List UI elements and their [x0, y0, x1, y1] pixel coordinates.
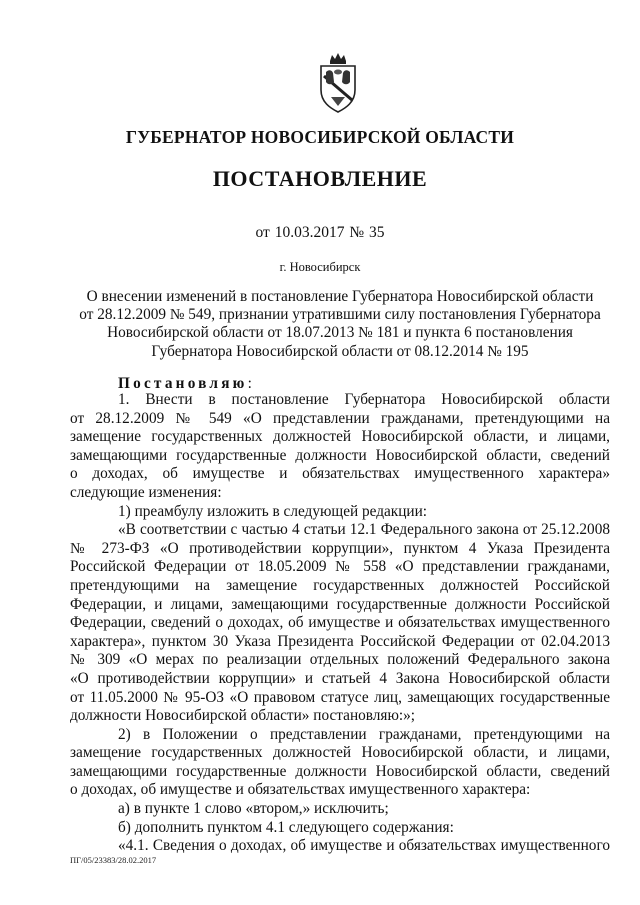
body-line: «О противодействии коррупции» и статьей 4 Закона Новосибирской области — [70, 669, 610, 687]
body-line: б) дополнить пунктом 4.1 следующего содержания: — [118, 818, 454, 836]
body-line: № 273-ФЗ «О противодействии коррупции», пунктом 4 Указа Президента — [70, 539, 610, 557]
document-footer-code: ПГ/05/23383/28.02.2017 — [70, 855, 157, 865]
decree-heading-word: Постановляю — [118, 375, 248, 392]
body-line: «В соответствии с частью 4 статьи 12.1 Федерального закона от 25.12.2008 — [118, 521, 610, 539]
body-line: должности Новосибирской области» постановляю:»; — [70, 707, 416, 725]
body-line: Российской Федерации от 18.05.2009 № 558 «О представлении гражданами, — [70, 558, 610, 576]
organization-title: ГУБЕРНАТОР НОВОСИБИРСКОЙ ОБЛАСТИ — [125, 127, 515, 147]
body-line: замещение государственных должностей Новосибирской области, и лицами, — [70, 428, 610, 446]
subject-line: от 28.12.2009 № 549, признании утратившими силу постановления Губернатора — [79, 306, 601, 324]
body-line: 2) в Положении о представлении гражданами, претендующими на — [118, 725, 610, 743]
body-line: Федерации, сведений о доходах, об имуществе и обязательствах имущественного — [70, 614, 610, 632]
decree-heading-colon: : — [247, 375, 252, 392]
body-line: следующие изменения: — [70, 483, 222, 501]
body-line: претендующими на замещение государственных должностей Российской — [70, 576, 610, 594]
body-line: 1. Внести в постановление Губернатора Новосибирской области — [118, 391, 610, 408]
body-line: характера», пунктом 30 Указа Президента Российской Федерации от 02.04.2013 — [70, 632, 610, 650]
body-line: замещающими государственные должности Новосибирской области, сведений — [70, 762, 610, 780]
body-line: «4.1. Сведения о доходах, об имуществе и обязательствах имущественного — [118, 837, 610, 855]
body-line: 1) преамбулу изложить в следующей редакции: — [118, 502, 428, 520]
body-line: Федерации, и лицами, замещающими государственные должности Российской — [70, 595, 610, 613]
body-line: замещающими государственные должности Новосибирской области, сведений — [70, 446, 610, 464]
body-line: а) в пункте 1 слово «втором,» исключить; — [118, 800, 389, 818]
document-type: ПОСТАНОВЛЕНИЕ — [212, 166, 428, 191]
coat-of-arms-icon — [315, 52, 361, 114]
document-city: г. Новосибирск — [279, 260, 361, 274]
document-body — [70, 391, 610, 856]
document-date: от 10.03.2017 № 35 — [255, 224, 385, 241]
body-line: замещение государственных должностей Новосибирской области, и лицами, — [70, 744, 610, 762]
body-line: от 11.05.2000 № 95-ОЗ «О правовом статусе лиц, замещающих государственные — [70, 688, 610, 706]
body-line: о доходах, об имуществе и обязательствах имущественного характера: — [70, 781, 531, 799]
body-line: о доходах, об имуществе и обязательствах имущественного характера» — [70, 465, 610, 483]
document-subject — [70, 288, 610, 361]
subject-line: Новосибирской области от 18.07.2013 № 181 и пункта 6 постановления — [107, 324, 573, 342]
body-line: № 309 «О мерах по реализации отдельных положений Федерального закона — [70, 651, 610, 669]
subject-line: Губернатора Новосибирской области от 08.12.2014 № 195 — [151, 342, 529, 360]
subject-line: О внесении изменений в постановление Губернатора Новосибирской области — [86, 288, 594, 305]
body-line: от 28.12.2009 № 549 «О представлении гражданами, претендующими на — [70, 409, 610, 427]
